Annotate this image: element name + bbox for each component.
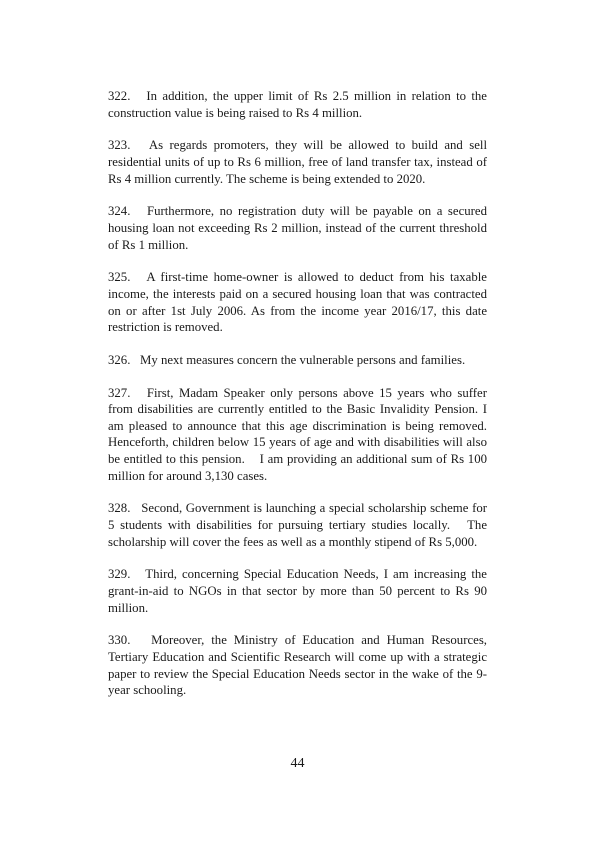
paragraph-323: 323. As regards promoters, they will be allowed to build and sell residential units of up to Rs 6 million, free of land transfer tax, instead of Rs 4 million currently. The scheme is being extended to 2020. — [108, 138, 487, 186]
paragraph-328: 328. Second, Government is launching a special scholarship scheme for 5 students with disabilities for pursuing tertiary studies locally. The scholarship will cover the fees as well as a monthly stipend of Rs 5,000. — [108, 501, 487, 549]
page-number: 44 — [290, 756, 305, 771]
paragraph-326: 326. My next measures concern the vulnerable persons and families. — [108, 352, 466, 367]
document-body — [108, 88, 487, 715]
paragraph-327: 327. First, Madam Speaker only persons above 15 years who suffer from disabilities are currently entitled to the Basic Invalidity Pension. I am pleased to announce that this age discrimination is being removed. Henceforth, children below 15 years of age and with disabilities will also be entitled to this pension. I am providing an additional sum of Rs 100 million for around 3,130 cases. — [108, 385, 487, 483]
paragraph-329: 329. Third, concerning Special Education Needs, I am increasing the grant-in-aid to NGOs in that sector by more than 50 percent to Rs 90 million. — [108, 567, 487, 615]
paragraph-324: 324. Furthermore, no registration duty will be payable on a secured housing loan not exceeding Rs 2 million, instead of the current threshold of Rs 1 million. — [108, 204, 487, 252]
paragraph-322: 322. In addition, the upper limit of Rs 2.5 million in relation to the construction value is being raised to Rs 4 million. — [108, 89, 487, 120]
paragraph-330: 330. Moreover, the Ministry of Education and Human Resources, Tertiary Education and Scientific Research will come up with a strategic paper to review the Special Education Needs sector in the wake of the 9-year schooling. — [108, 633, 487, 698]
paragraph-325: 325. A first-time home-owner is allowed to deduct from his taxable income, the interests paid on a secured housing loan that was contracted on or after 1st July 2006. As from the income year 2016/17, this date restriction is removed. — [108, 270, 487, 335]
